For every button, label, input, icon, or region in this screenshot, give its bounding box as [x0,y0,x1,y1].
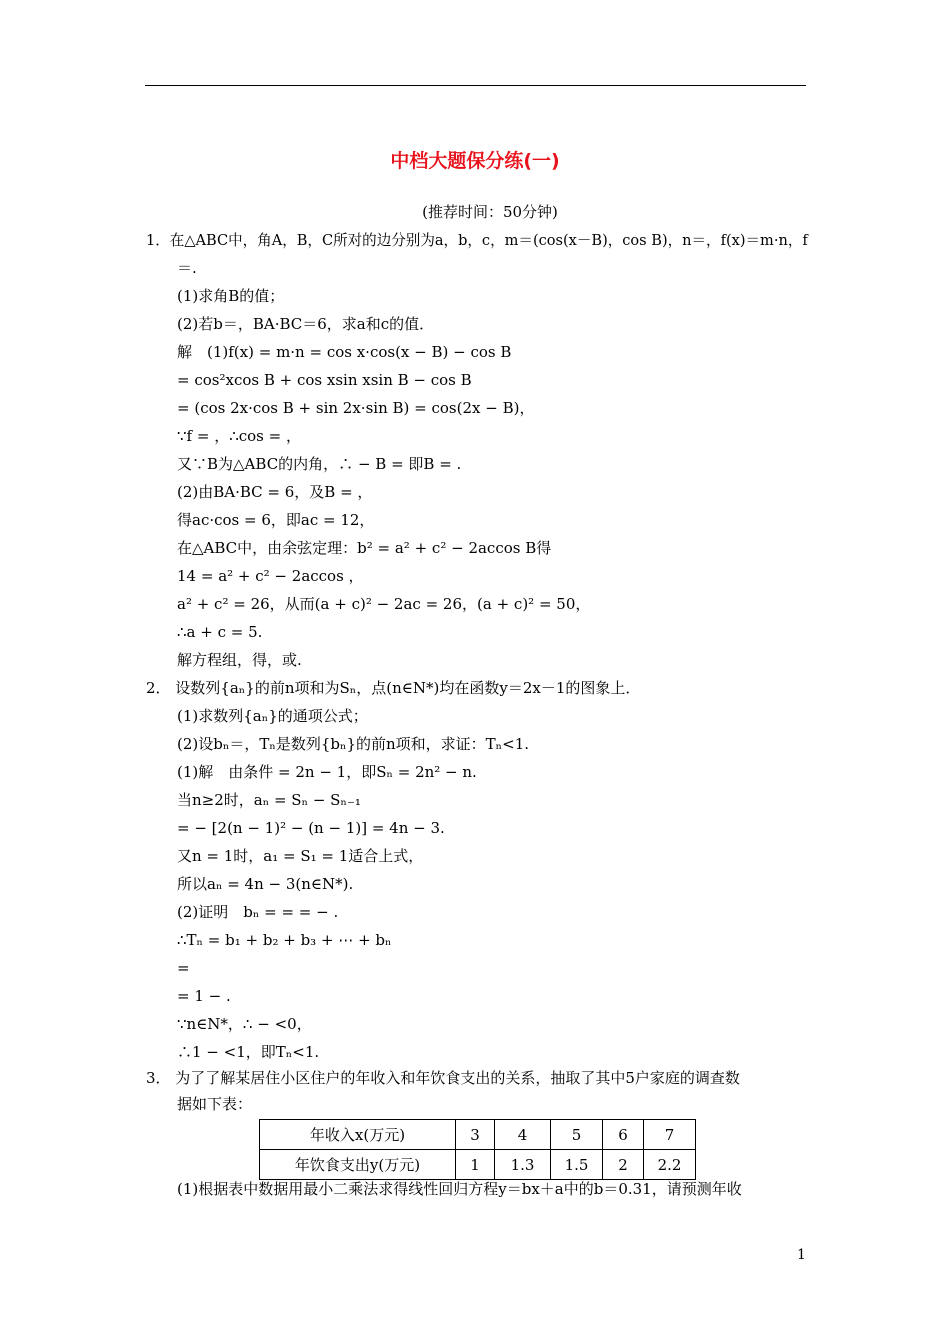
solution-line: ∵f = ，∴cos = ， [177,427,301,445]
table-cell: 3 [456,1120,495,1150]
table-cell: 1.3 [495,1150,551,1180]
table-cell: 1.5 [551,1150,603,1180]
table-cell: 6 [603,1120,644,1150]
problem-1-part-1: (1)求角B的值； [177,287,285,305]
page-subtitle: (推荐时间：50分钟) [422,203,558,221]
header-rule [145,85,806,86]
solution-line: ∵n∈N*，∴ − <0， [177,1015,312,1033]
solution-line: (2)由BA·BC = 6，及B = ， [177,483,373,501]
table-cell: 1 [456,1150,495,1180]
solution-line: 在△ABC中，由余弦定理：b² = a² + c² − 2accos B得 [177,539,552,557]
table-cell: 年收入x(万元) [260,1120,456,1150]
solution-line: 解 (1)f(x) = m·n = cos x·cos(x − B) − cos B [177,343,512,361]
table-row [260,1150,696,1180]
solution-line: 14 = a² + c² − 2accos ， [177,567,364,585]
table-row [260,1120,696,1150]
problem-3-statement-cont: 据如下表： [177,1095,253,1113]
table-cell: 年饮食支出y(万元) [260,1150,456,1180]
solution-line: 又∵B为△ABC的内角，∴ − B = 即B = . [177,455,462,473]
problem-2-statement: 2． 设数列{aₙ}的前n项和为Sₙ，点(n∈N*)均在函数y＝2x－1的图象上． [146,679,641,697]
problem-3-statement: 3． 为了了解某居住小区住户的年收入和年饮食支出的关系，抽取了其中5户家庭的调查数 [146,1069,740,1087]
solution-line: 得ac·cos = 6，即ac = 12， [177,511,375,529]
solution-line: 所以aₙ = 4n − 3(n∈N*). [177,875,354,893]
problem-1-statement-cont: ＝. [177,259,197,277]
solution-line: ∴a + c = 5. [177,623,263,641]
page-number: 1 [797,1247,806,1263]
solution-line: = [177,959,190,977]
table-cell: 5 [551,1120,603,1150]
solution-line: 又n = 1时，a₁ = S₁ = 1适合上式， [177,847,424,865]
solution-line: = 1 − . [177,987,231,1005]
solution-line: a² + c² = 26，从而(a + c)² − 2ac = 26，(a + c)² = 50， [177,595,591,613]
table-cell: 2 [603,1150,644,1180]
page-title: 中档大题保分练(一) [390,150,560,172]
table-cell: 4 [495,1120,551,1150]
data-table [259,1119,696,1180]
solution-line: 解方程组，得，或. [177,651,302,669]
solution-line: ∴Tₙ = b₁ + b₂ + b₃ + ⋯ + bₙ [177,931,392,949]
table-cell: 2.2 [644,1150,696,1180]
problem-3-part-1: (1)根据表中数据用最小二乘法求得线性回归方程y＝bx＋a中的b＝0.31，请预测年收 [177,1180,742,1198]
solution-line: = (cos 2x·cos B + sin 2x·sin B) = cos(2x − B)， [177,399,535,417]
solution-line: (2)证明 bₙ = = = − . [177,903,339,921]
solution-line: = cos²xcos B + cos xsin xsin B − cos B [177,371,472,389]
solution-line: = − [2(n − 1)² − (n − 1)] = 4n − 3. [177,819,445,837]
problem-1-part-2: (2)若b＝，BA·BC＝6，求a和c的值． [177,315,435,333]
solution-line: (1)解 由条件 = 2n − 1，即Sₙ = 2n² − n. [177,763,477,781]
solution-line: 当n≥2时，aₙ = Sₙ − Sₙ₋₁ [177,791,361,809]
problem-1-statement: 1．在△ABC中，角A，B，C所对的边分别为a，b，c，m＝(cos(x－B)，cos B)，n＝，f(x)＝m·n，f [146,231,808,249]
problem-2-part-1: (1)求数列{aₙ}的通项公式； [177,707,368,725]
solution-line: ∴1 − <1，即Tₙ<1. [177,1043,320,1061]
table-cell: 7 [644,1120,696,1150]
problem-2-part-2: (2)设bₙ＝，Tₙ是数列{bₙ}的前n项和，求证：Tₙ<1. [177,735,530,753]
